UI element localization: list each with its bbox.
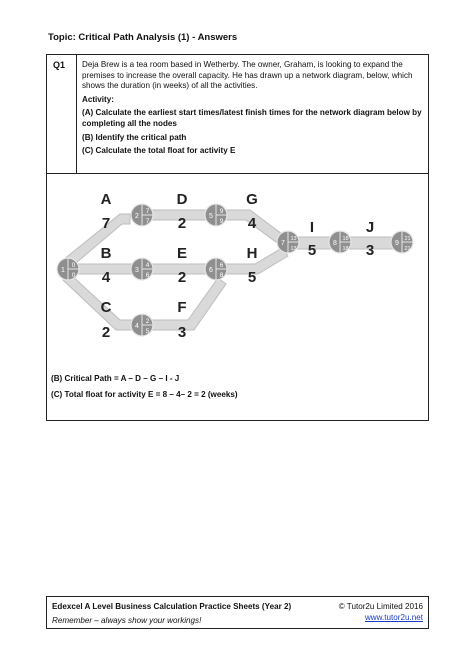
footer-title: Edexcel A Level Business Calculation Practice Sheets (Year 2) (52, 602, 292, 611)
node-5 (205, 204, 227, 226)
node-est: 21 (404, 236, 411, 242)
node-number: 2 (135, 213, 139, 220)
activity-h-duration: 5 (247, 269, 257, 286)
activity-a-duration: 7 (101, 215, 111, 232)
node-9 (391, 231, 413, 253)
node-number: 4 (135, 323, 139, 330)
activity-d-duration: 2 (177, 215, 187, 232)
footer-copyright: © Tutor2u Limited 2016 (338, 602, 423, 611)
activity-i-duration: 5 (307, 242, 317, 259)
node-est: 7 (145, 208, 150, 215)
node-3 (131, 258, 153, 280)
node-7 (277, 231, 299, 253)
node-6 (205, 258, 227, 280)
node-lft: 8 (219, 272, 224, 279)
activity-g-label: G (246, 191, 258, 208)
node-1 (57, 258, 79, 280)
page-topic: Topic: Critical Path Analysis (1) - Answers (48, 32, 238, 43)
activity-f-label: F (177, 299, 187, 316)
activity-b-label: B (100, 245, 112, 262)
activity-c-duration: 2 (101, 324, 111, 341)
page-footer (46, 596, 429, 629)
activity-j-label: J (365, 219, 375, 236)
node-est: 4 (145, 262, 150, 269)
activity-g-duration: 4 (247, 215, 257, 232)
node-number: 3 (135, 267, 139, 274)
question-intro: Deja Brew is a tea room based in Wetherby. The owner, Graham, is looking to expand the premises to increase the overall capacity. He has drawn up a network diagram, below, which shows the duration (in weeks) of all the activities. (82, 60, 413, 91)
node-lft: 18 (342, 246, 349, 252)
activity-e-label: E (176, 245, 188, 262)
footer-subtitle: Remember – always show your workings! (52, 616, 202, 625)
row-divider (47, 173, 428, 174)
node-number: 5 (209, 213, 213, 220)
activity-c-label: C (100, 299, 112, 316)
activity-j-duration: 3 (365, 242, 375, 259)
arrow-c (63, 274, 136, 330)
node-number: 1 (61, 267, 65, 274)
node-est: 18 (342, 236, 349, 242)
activity-d-label: D (176, 191, 188, 208)
node-8 (329, 231, 351, 253)
footer-link[interactable]: www.tutor2u.net (364, 613, 423, 622)
activity-i-label: I (309, 219, 315, 236)
task-c: (C) Calculate the total float for activity E (82, 146, 236, 156)
network-diagram (50, 182, 430, 352)
node-est: 6 (219, 262, 224, 269)
activity-b-duration: 4 (101, 269, 111, 286)
node-lft: 7 (145, 218, 150, 225)
question-text (82, 60, 424, 160)
task-b: (B) Identify the critical path (82, 132, 187, 142)
node-4 (131, 314, 153, 336)
node-lft: 0 (71, 272, 76, 279)
question-number: Q1 (53, 60, 66, 70)
activity-e-duration: 2 (177, 269, 187, 286)
question-number-cell (47, 55, 77, 173)
node-lft: 6 (145, 272, 150, 279)
node-lft: 5 (145, 328, 150, 335)
diagram-arrows (63, 210, 396, 330)
activity-f-duration: 3 (177, 324, 187, 341)
node-lft: 21 (404, 246, 411, 252)
arrow-f (145, 278, 226, 330)
activity-a-label: A (100, 191, 112, 208)
node-lft: 13 (290, 246, 297, 252)
node-number: 8 (333, 240, 337, 247)
node-number: 9 (395, 240, 399, 247)
task-a: (A) Calculate the earliest start times/latest finish times for the network diagram below by completing all the nodes (82, 108, 422, 128)
node-est: 13 (290, 236, 297, 242)
node-number: 7 (281, 240, 285, 247)
node-est: 9 (219, 208, 224, 215)
activity-h-label: H (246, 245, 258, 262)
node-est: 2 (145, 318, 150, 325)
node-est: 0 (71, 262, 76, 269)
answer-critical-path: (B) Critical Path = A – D – G – I - J (51, 374, 180, 383)
node-number: 6 (209, 267, 213, 274)
activity-heading: Activity: (82, 94, 114, 104)
answer-total-float: (C) Total float for activity E = 8 – 4– 2 = 2 (weeks) (51, 390, 238, 399)
node-2 (131, 204, 153, 226)
node-lft: 9 (219, 218, 224, 225)
